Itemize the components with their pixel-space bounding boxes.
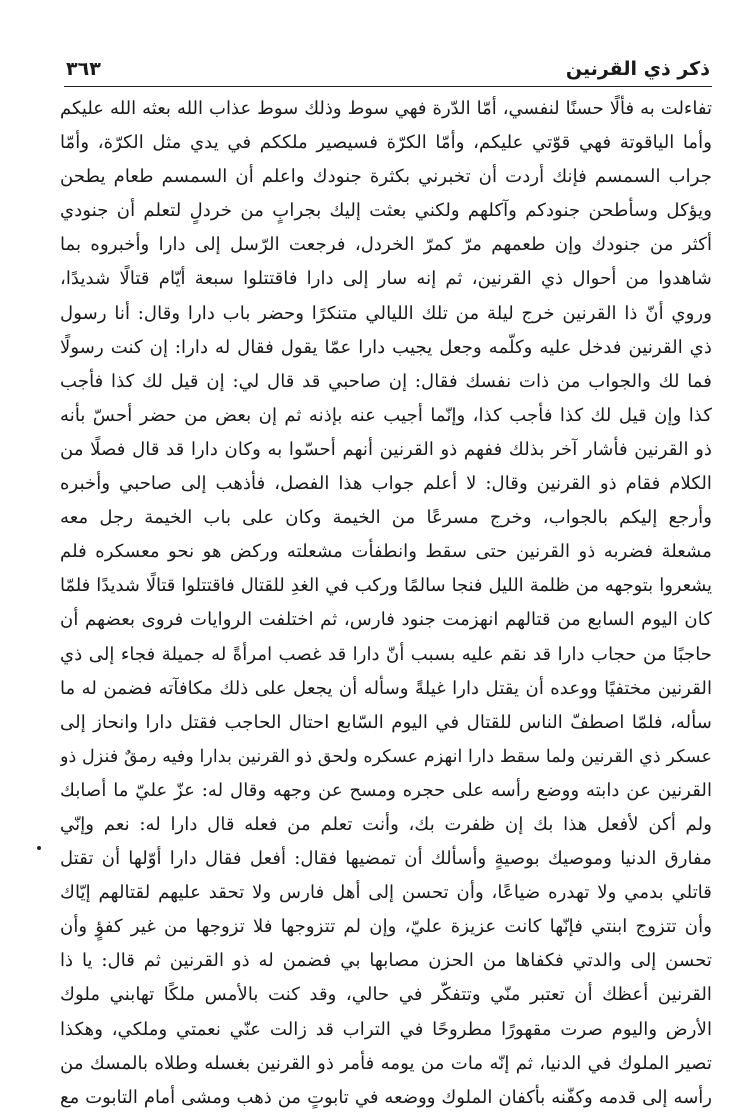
text-line: شاهدوا من أحوال ذي القرنين، ثم إنه سار إلى دارا فاقتتلوا سبعة أيّام قتالًا شديدًا،	[60, 268, 712, 290]
text-line: مفارق الدنيا وموصيك بوصيةٍ وأسألك أن تمضيها فقال: أفعل فقال دارا أوّلها أن تقتل	[60, 848, 712, 870]
text-line: ويؤكل وسأطحن جنودكم وآكلهم ولكني بعثت إليك بجرابٍ من خردلٍ لتعلم أن جنودي	[60, 200, 712, 222]
text-line: القرنين أعظك أن تعتبر منّي وتتفكّر في حالي، وقد كنت بالأمس ملكًا تهابني ملوك	[60, 984, 712, 1006]
text-line: ذو القرنين فأشار آخر بذلك ففهم ذو القرنين أنهم أحسّوا به وكان دارا قد قال فصلًا من	[60, 438, 712, 460]
text-line: تصير الملوك في الدنيا، ثم إنّه مات من يومه فأمر ذو القرنين بغسله وطلاه بالمسك من	[60, 1052, 712, 1074]
page-number: ٣٦٣	[66, 58, 101, 80]
text-line: أكثر من جنودك وإن طعمهم مرّ كمرّ الخردل، فرجعت الرّسل إلى دارا وأخبروه بما	[60, 234, 712, 256]
text-line: قاتلي بدمي ولا تهدره ضياعًا، وأن تحسن إلى أهل فارس ولا تحقد عليهم لقتالهم إيّاك	[60, 882, 712, 904]
text-line: عسكر ذي القرنين ولما سقط دارا انهزم عسكره ولحق ذو القرنين بدارا وفيه رمقٌ فنزل ذو	[60, 746, 712, 767]
body-text	[60, 92, 712, 1115]
text-line: رأسه إلى قدمه وكفّنه بأكفان الملوك ووضعه في تابوتٍ من ذهب ومشى أمام التابوت مع	[60, 1086, 712, 1108]
text-line: القرنين مختفيًا ووعده أن يقتل دارا غيلةً وسأله أن يجعل على ذلك مكافآته فضمن له ما	[60, 677, 712, 699]
text-line: كان اليوم السابع من قتالهم انهزمت جنود فارس، ثم اختلفت الروايات فروى بعضهم أن	[60, 609, 712, 631]
text-line: الكلام فقام ذو القرنين وقال: لا أعلم جواب هذا الفصل، فأذهب إلى صاحبي وأخبره	[60, 473, 712, 495]
text-line: مشعلة فضربه ذو القرنين حتى سقط وانطفأت مشعلته وركض هو نحو معسكره فلم	[60, 541, 712, 563]
text-line: جراب السمسم فإنك أردت أن تخبرني بكثرة جنودك واعلم أن السمسم طعام يطحن	[60, 166, 712, 188]
text-line: كذا وإن قيل لك كذا فأجب كذا، وإنّما أجيب عنه بإذنه ثم إن بعض من حضر أحسّ بأنه	[60, 404, 712, 426]
running-head	[66, 52, 710, 86]
text-line: فما لك والجواب من ذات نفسك فقال: إن صاحبي قد قال لي: إن قيل لك كذا فأجب	[60, 370, 712, 392]
text-line: القرنين عن دابته ووضع رأسه على حجره ومسح عن وجهه وقال له: عزّ عليّ ما أصابك	[60, 779, 712, 801]
header-rule	[64, 86, 712, 87]
text-line: تفاءلت به فألًا حسنًا لنفسي، أمّا الدّرة فهي سوط وذلك سوط عذاب الله بعثه الله عليكم	[60, 98, 712, 119]
running-head-title: ذكر ذي القرنين	[565, 58, 710, 80]
text-line: حاجبًا من حجاب دارا قد نقم عليه بسبب أنّ دارا قد غصب امرأةً له جميلة فجاء إلى ذي	[60, 643, 712, 665]
text-line: وأما الياقوتة فهي قوّتي عليكم، وأمّا الكرّة فسيصير ملككم في يدي مثل الكرّة، وأمّا	[60, 132, 712, 154]
text-line: ذي القرنين فدخل عليه وكلّمه وجعل يجيب دارا عمّا يقول فقال له دارا: إن كنت رسولًا	[60, 336, 712, 358]
text-line: وأرجع إليكم بالجواب، وخرج مسرعًا من الخيمة وكان على باب الخيمة رجل معه	[60, 507, 712, 529]
text-line: وأن تتزوج ابنتي فإنّها كانت عزيزة عليّ، وإن لم تتزوجها فلا تزوجها من غير كفؤٍ وأن	[60, 916, 712, 938]
text-line: الأرض واليوم صرت مقهورًا مطروحًا في التراب قد زالت عنّي نعمتي وملكي، وهكذا	[60, 1018, 712, 1040]
text-line: وروي أنّ ذا القرنين خرج ليلة من تلك الليالي متنكرًا وحضر باب دارا وقال: أنا رسول	[60, 302, 712, 324]
text-line: سأله، فلمّا اصطفّ الناس للقتال في اليوم السّابع احتال الحاجب فقتل دارا وانحاز إلى	[60, 711, 712, 733]
text-line: ولم أكن لأفعل هذا بك إن ظفرت بك، وأنت تعلم من فعله قال دارا له: نعم وإنّي	[60, 813, 712, 835]
text-line: تحسن إلى والدتي فكفاها من الحزن مصابها بي فضمن له ذو القرنين ثم قال: يا ذا	[60, 950, 712, 972]
margin-mark	[37, 846, 41, 850]
text-line: يشعروا بتوجهه من ظلمة الليل فنجا سالمًا وركب في الغدِ للقتال فاقتتلوا قتالًا شديدًا فلمّا	[60, 575, 712, 597]
